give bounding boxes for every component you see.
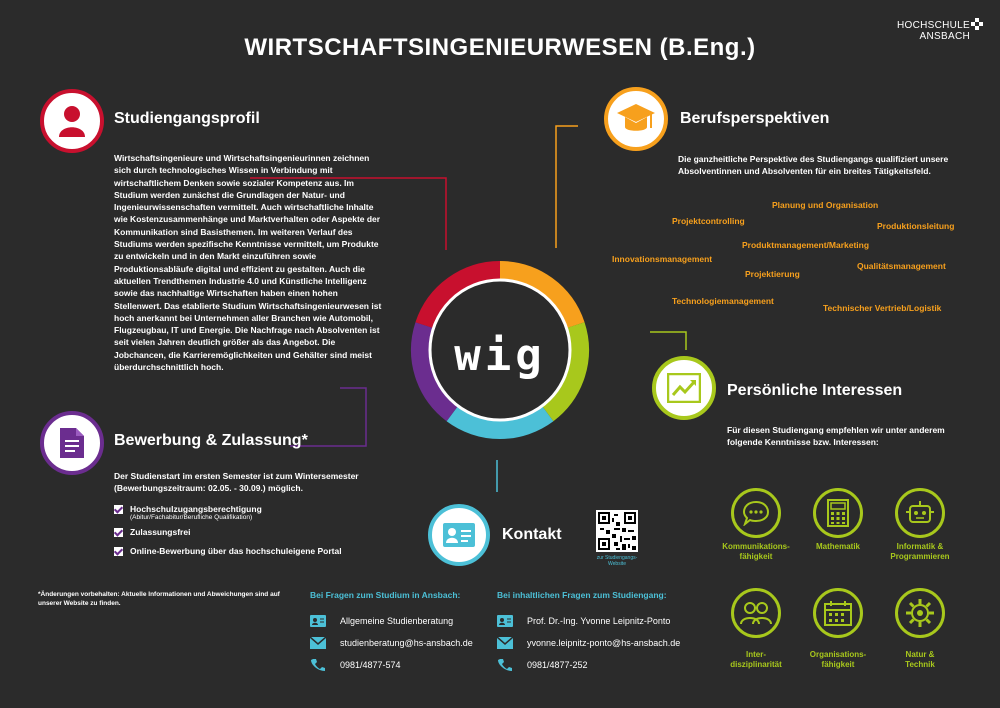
checklist-item: Zulassungsfrei <box>114 527 374 537</box>
interest-label: Organisations- fähigkeit <box>809 650 867 669</box>
qr-code-icon <box>596 510 638 552</box>
contact-name-row <box>310 610 490 632</box>
logo-line-1: HOCHSCHULE <box>896 20 970 31</box>
contact-card-icon <box>442 522 476 548</box>
contact-phone-row[interactable] <box>310 654 490 676</box>
interest-label: Kommunikations- fähigkeit <box>722 542 790 561</box>
profil-text: Wirtschaftsingenieure und Wirtschaftsingenieurinnen zeichnen sich durch technologisches Wissen in Verbindung mit wirtschaftlichem Denken sowie sozialer Kompetenz aus. Im Studium werden zunächst die Grundlagen der Natur- und Ingenieurwissenschaften vermittelt. Auch wirtschaftliche Inhalte wie Kostenzusammenhänge und Marktverhalten oder Aspekte der Kommunikation sind Basisthemen. Im weiteren Verlauf des Studiums werden spezifische Kenntnisse vermittelt, um Produkte zu entwickeln und in den Markt einzuführen sowie Produktionsabläufe digital und effizient zu gestalten. Auch die aktuellen Trendthemen Industrie 4.0 und Künstliche Intelligenz sowie das nachhaltige Wirtschaften haben einen hohen Stellenwert. Das etablierte Studium Wirtschaftsingenieurwesen ist hoch anerkannt bei Unternehmen aller Branchen wie Automobil, Flugzeugbau, IT und Energie. Die Nachfrage nach Absolventen ist seit vielen Jahren deutlich größer als das Angebot. Die Jobchancen, die Karrieremöglichkeiten und Gehälter sind meist überdurchschnittlich hoch. <box>114 153 382 373</box>
graduation-cap-icon <box>616 102 656 136</box>
page-title: WIRTSCHAFTSINGENIEURWESEN (B.Eng.) <box>244 34 756 61</box>
checkbox-checked-icon <box>114 505 123 514</box>
profil-heading: Studiengangsprofil <box>114 110 260 127</box>
interessen-text: Für diesen Studiengang empfehlen wir unter anderem folgende Kenntnisse bzw. Interessen: <box>727 425 945 448</box>
contact-column-2 <box>497 590 707 676</box>
contact-name: Allgemeine Studienberatung <box>340 616 454 626</box>
job-item: Innovationsmanagement <box>612 254 713 264</box>
chat-icon <box>731 488 781 538</box>
job-item: Qualitätsmanagement <box>857 261 946 271</box>
job-item: Technologiemanagement <box>672 296 774 306</box>
footnote: *Änderungen vorbehalten: Aktuelle Informationen und Abweichungen sind auf unserer Website zu finden. <box>38 591 280 607</box>
contact-email-row[interactable] <box>497 632 707 654</box>
bewerbung-text: Der Studienstart im ersten Semester ist zum Wintersemester (Bewerbungszeitraum: 02.05. - 30.09.) möglich. <box>114 471 359 494</box>
id-card-icon <box>310 615 326 627</box>
phone-icon <box>310 659 326 671</box>
interest-label: Inter- disziplinarität <box>730 650 782 669</box>
phone-icon <box>497 659 513 671</box>
robot-icon <box>895 488 945 538</box>
job-item: Projektierung <box>745 269 800 279</box>
beruf-text: Die ganzheitliche Perspektive des Studiengangs qualifiziert unsere Absolventinnen und Absolventen für ein breites Tätigkeitsfeld. <box>678 154 949 177</box>
bewerbung-icon-circle <box>40 411 104 475</box>
job-item: Produktmanagement/Marketing <box>742 240 870 250</box>
gear-icon <box>895 588 945 638</box>
interest-label: Informatik & Programmieren <box>890 542 950 561</box>
contact-phone-link[interactable]: 0981/4877-574 <box>340 660 401 670</box>
contact-email-row[interactable] <box>310 632 490 654</box>
qr-caption: zur Studiengangs- Website <box>596 555 638 567</box>
contact-email-link[interactable]: studienberatung@hs-ansbach.de <box>340 638 473 648</box>
beruf-heading: Berufsperspektiven <box>680 110 830 127</box>
contact-col-heading: Bei Fragen zum Studium in Ansbach: <box>310 590 461 600</box>
interest-label: Natur & Technik <box>905 650 935 669</box>
bewerbung-checklist <box>114 504 374 556</box>
qr-code[interactable] <box>596 510 638 552</box>
mail-icon <box>310 637 326 649</box>
bewerbung-heading: Bewerbung & Zulassung* <box>114 432 308 449</box>
wig-logo: wig <box>454 330 546 381</box>
logo-line-2: ANSBACH <box>919 31 970 42</box>
interessen-heading: Persönliche Interessen <box>727 382 903 399</box>
contact-col-heading: Bei inhaltlichen Fragen zum Studiengang: <box>497 590 667 600</box>
contact-name: Prof. Dr.-Ing. Yvonne Leipnitz-Ponto <box>527 616 671 626</box>
job-item: Technischer Vertrieb/Logistik <box>823 303 942 313</box>
kontakt-icon-circle <box>428 504 490 566</box>
kontakt-heading: Kontakt <box>502 526 562 543</box>
calculator-icon <box>813 488 863 538</box>
beruf-icon-circle <box>604 87 668 151</box>
interessen-grid <box>723 488 973 678</box>
checkbox-checked-icon <box>114 547 123 556</box>
job-item: Produktionsleitung <box>877 221 955 231</box>
profile-icon-circle <box>40 89 104 153</box>
contact-email-link[interactable]: yvonne.leipnitz-ponto@hs-ansbach.de <box>527 638 681 648</box>
contact-phone-link[interactable]: 0981/4877-252 <box>527 660 588 670</box>
document-icon <box>59 427 85 459</box>
contact-column-1 <box>310 590 490 676</box>
checkbox-checked-icon <box>114 528 123 537</box>
calendar-icon <box>813 588 863 638</box>
contact-phone-row[interactable] <box>497 654 707 676</box>
contact-name-row <box>497 610 707 632</box>
person-icon <box>57 104 87 138</box>
chart-growth-icon <box>667 373 701 403</box>
interest-label: Mathematik <box>815 542 860 551</box>
interessen-icon-circle <box>652 356 716 420</box>
id-card-icon <box>497 615 513 627</box>
checklist-item: Hochschulzugangsberechtigung (Abitur/Fachabitur/Berufliche Qualifikation) <box>114 504 374 521</box>
people-icon <box>731 588 781 638</box>
checklist-item: Online-Bewerbung über das hochschuleigene Portal <box>114 546 374 556</box>
job-item: Planung und Organisation <box>772 200 879 210</box>
mail-icon <box>497 637 513 649</box>
job-item: Projektcontrolling <box>672 216 745 226</box>
